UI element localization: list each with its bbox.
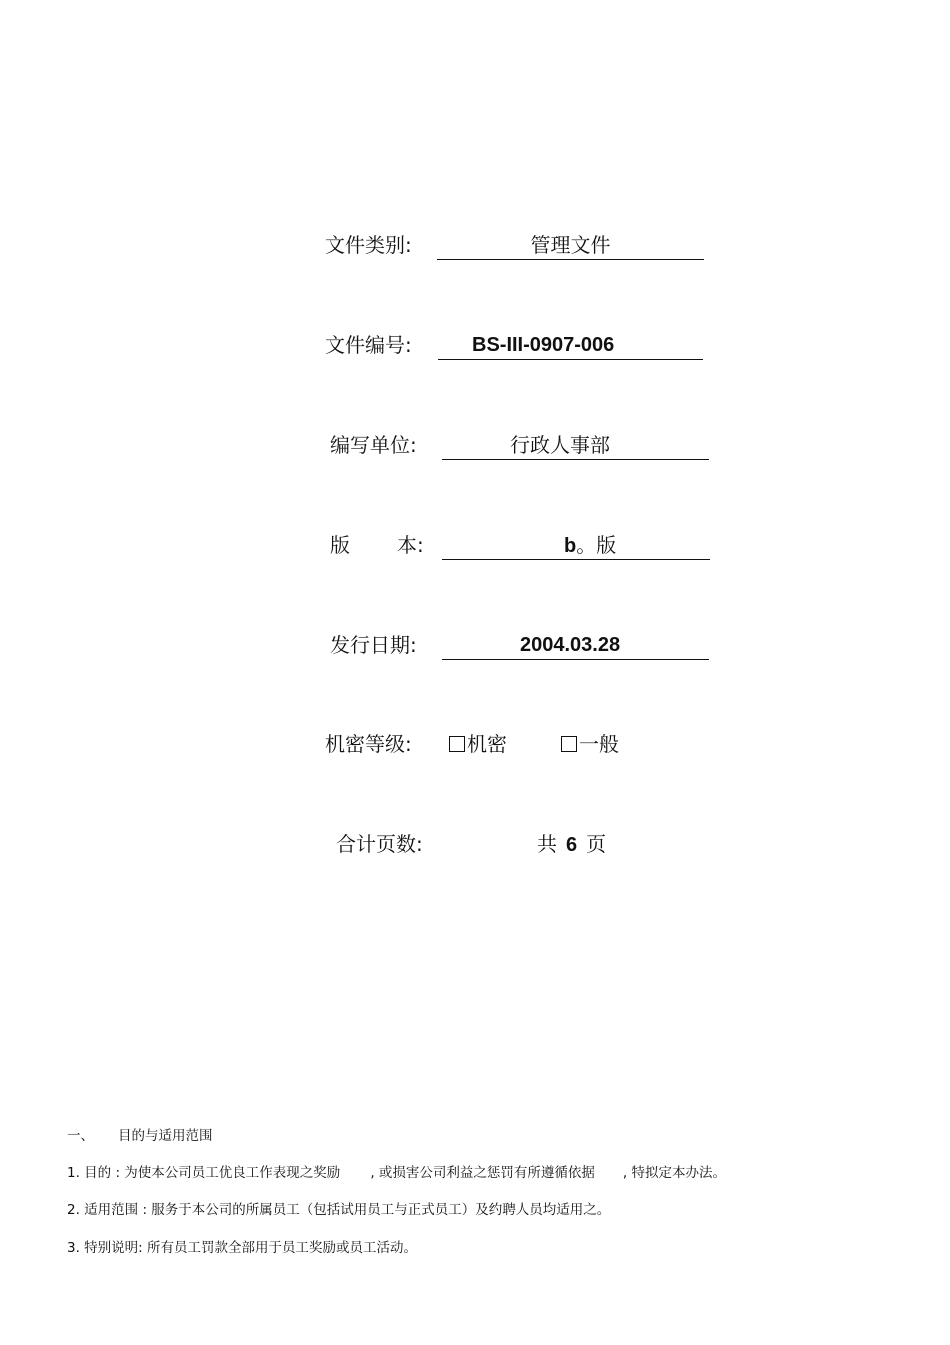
total-pages-value: [537, 830, 606, 859]
section-item-note: 3. 特别说明: 所有员工罚款全部用于员工奖励或员工活动。: [67, 1240, 418, 1256]
confidential-option[interactable]: [449, 730, 507, 758]
general-option-label: 一般: [579, 732, 619, 756]
doc-number-label: 文件编号:: [325, 333, 412, 357]
category-value-text: 管理文件: [530, 233, 611, 257]
section-heading-number: 一、: [67, 1128, 94, 1144]
version-value: [442, 531, 710, 560]
unit-value-text: 行政人事部: [510, 433, 610, 457]
section-heading-text: 目的与适用范围: [118, 1128, 213, 1144]
total-pages-label: 合计页数:: [336, 832, 423, 856]
category-label: 文件类别:: [325, 233, 412, 257]
version-value-inner: [564, 533, 616, 557]
total-pages-prefix: 共: [537, 832, 557, 856]
category-row: [0, 231, 950, 261]
purpose-text-3: , 特拟定本办法。: [622, 1165, 726, 1181]
checkbox-icon[interactable]: [561, 736, 577, 752]
general-option[interactable]: [561, 730, 619, 758]
unit-row: [0, 431, 950, 461]
purpose-text-2: , 或损害公司利益之惩罚有所遵循依据: [370, 1165, 595, 1181]
unit-value: [442, 431, 709, 460]
section-item-purpose: [67, 1163, 726, 1183]
purpose-text-1: 1. 目的 : 为使本公司员工优良工作表现之奖励: [67, 1165, 341, 1181]
issue-date-value: [442, 631, 709, 660]
checkbox-icon[interactable]: [449, 736, 465, 752]
version-suffix: 。版: [576, 533, 617, 557]
total-pages-row: [0, 830, 950, 860]
category-value: [437, 231, 704, 260]
version-letter: b: [564, 535, 577, 557]
version-row: [0, 531, 950, 561]
doc-number-row: [0, 331, 950, 361]
issue-date-value-text: 2004.03.28: [520, 634, 621, 656]
section-heading: [67, 1126, 213, 1146]
confidentiality-label: 机密等级:: [325, 732, 412, 756]
confidentiality-row: [0, 730, 950, 760]
issue-date-row: [0, 631, 950, 661]
version-label-a: 版: [330, 533, 350, 557]
confidential-option-label: 机密: [467, 732, 507, 756]
total-pages-count: 6: [566, 834, 578, 856]
doc-number-value: [438, 331, 703, 360]
unit-label: 编写单位:: [330, 433, 417, 457]
section-item-scope: 2. 适用范围 : 服务于本公司的所属员工（包括试用员工与正式员工）及约聘人员均适用之。: [67, 1202, 611, 1218]
version-label-b: 本:: [397, 533, 424, 557]
issue-date-label: 发行日期:: [330, 633, 417, 657]
doc-number-value-text: BS-III-0907-006: [472, 334, 615, 356]
total-pages-suffix: 页: [586, 832, 607, 856]
